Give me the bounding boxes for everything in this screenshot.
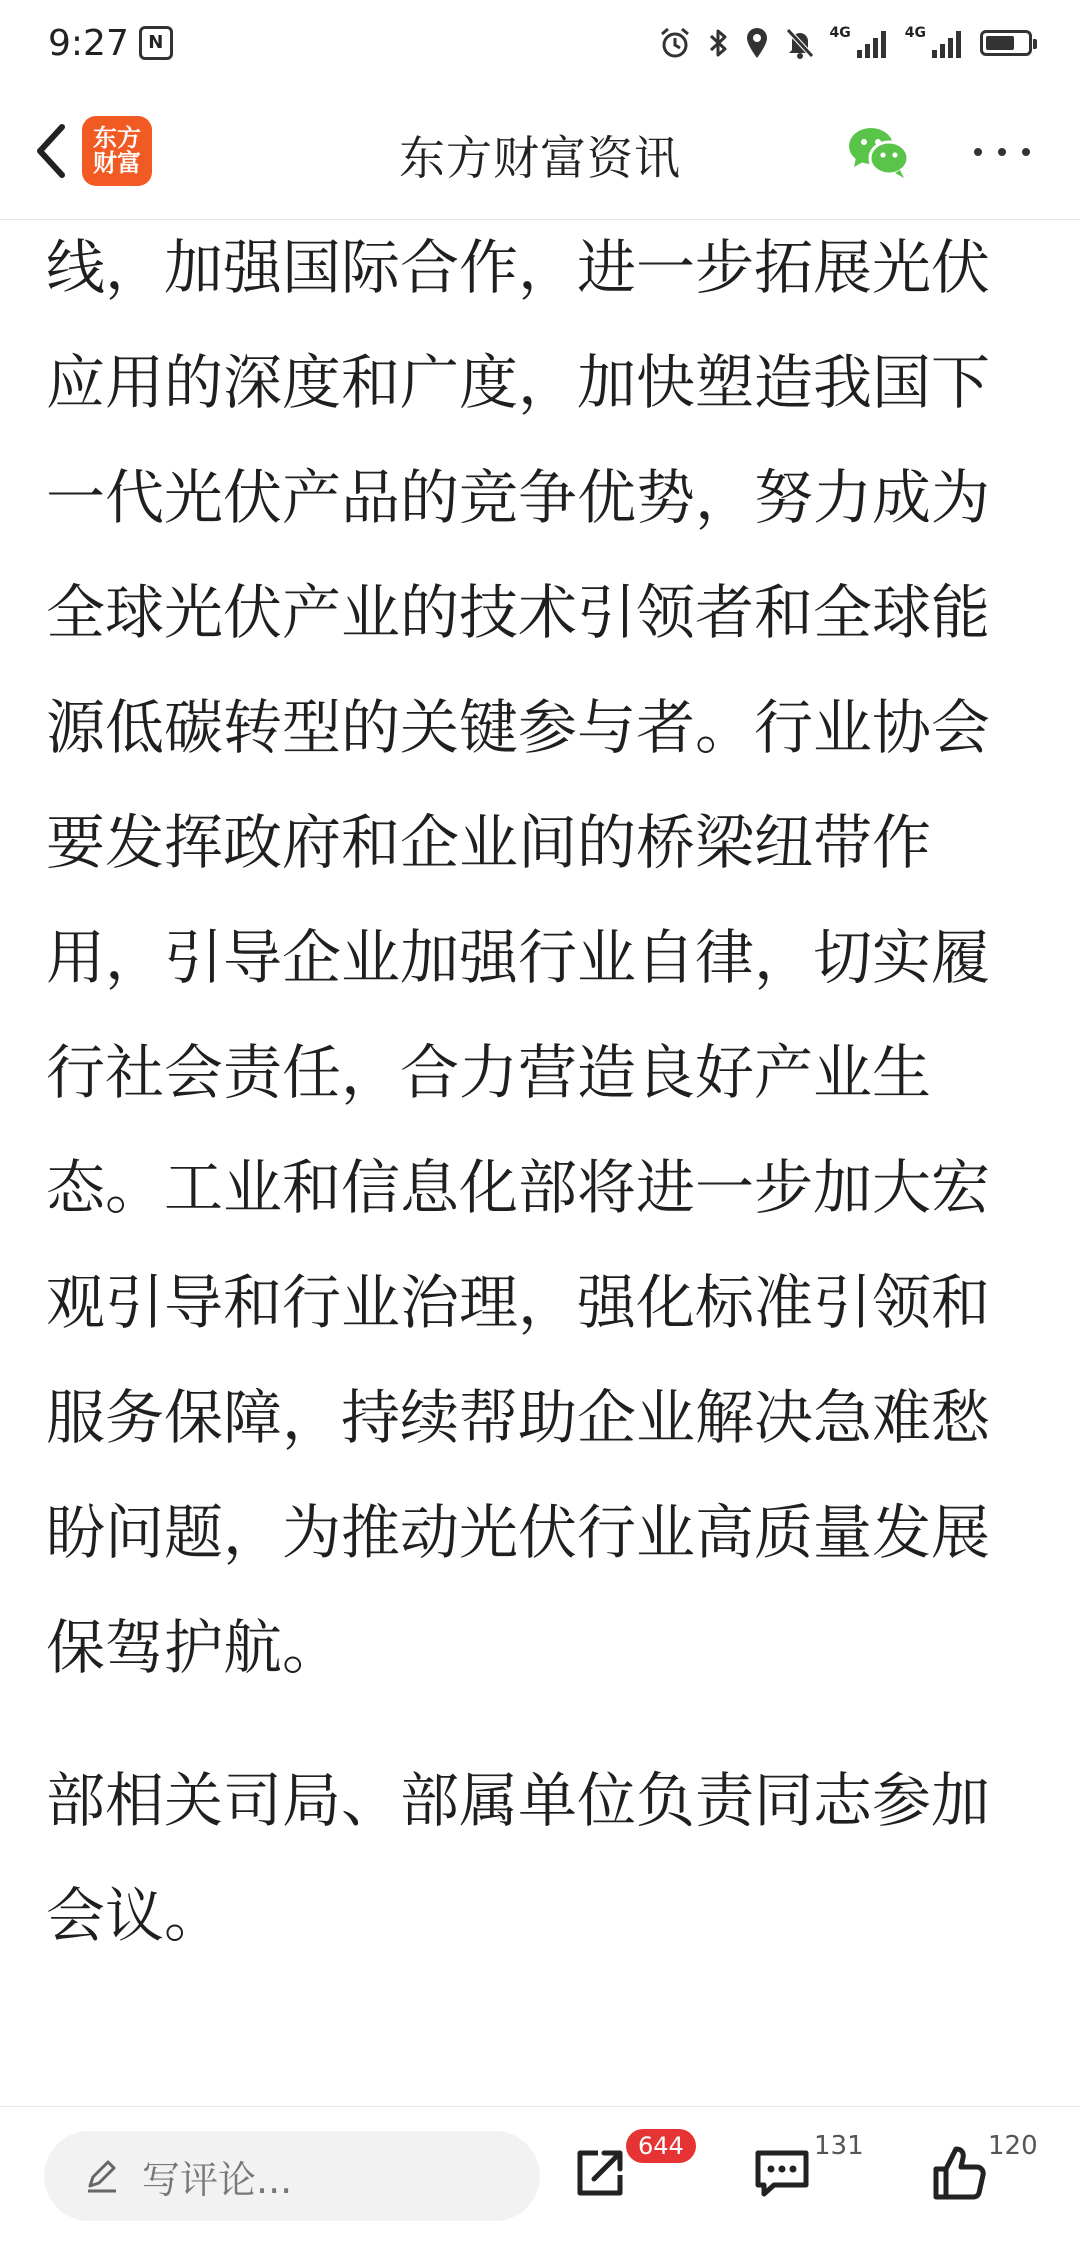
comment-count: 131 — [814, 2131, 864, 2161]
article-paragraph: 部相关司局、部属单位负责同志参加会议。 — [46, 1766, 991, 1950]
location-icon — [744, 26, 770, 60]
nfc-label: N — [148, 32, 164, 53]
status-left — [48, 23, 173, 64]
battery-icon — [980, 30, 1032, 56]
comment-input[interactable] — [44, 2131, 540, 2221]
comments-button[interactable] — [752, 2131, 864, 2207]
comment-bubble-icon — [752, 2143, 812, 2203]
share-icon — [570, 2143, 630, 2203]
like-button[interactable] — [930, 2131, 1038, 2207]
network-label-2: 4G — [904, 25, 926, 41]
article-paragraph: 线，加强国际合作，进一步拓展光伏应用的深度和广度，加快塑造我国下一代光伏产品的竞争优势，努力成为全球光伏产业的技术引领者和全球能源低碳转型的关键参与者。行业协会要发挥政府和企业间的桥梁纽带作用，引导企业加强行业自律，切实履行社会责任，合力营造良好产业生态。工业和信息化部将进一步加大宏观引导和行业治理，强化标准引领和服务保障，持续帮助企业解决急难愁盼问题，为推动光伏行业高质量发展保驾护航。 — [46, 233, 991, 1682]
nfc-icon — [139, 26, 173, 60]
wechat-share-button[interactable] — [846, 124, 912, 180]
like-count: 120 — [988, 2131, 1038, 2161]
more-dot — [974, 148, 982, 156]
pencil-icon — [84, 2158, 120, 2194]
page-title: 东方财富资讯 — [399, 131, 681, 185]
more-dot — [998, 148, 1006, 156]
more-dot — [1022, 148, 1030, 156]
mute-bell-icon — [784, 26, 816, 60]
signal-icon-2 — [930, 28, 966, 58]
more-button[interactable] — [974, 138, 1030, 166]
logo-line2: 财富 — [93, 149, 141, 177]
wechat-icon — [846, 124, 912, 180]
status-time: 9:27 — [48, 22, 129, 64]
alarm-icon — [658, 26, 692, 60]
bluetooth-icon — [706, 26, 730, 60]
status-right — [658, 26, 1032, 60]
bottom-action-bar — [0, 2106, 1080, 2244]
network-label-1: 4G — [829, 25, 851, 41]
app-header — [0, 86, 1080, 220]
signal-icon — [855, 28, 891, 58]
thumbs-up-icon — [930, 2143, 990, 2203]
logo-line1: 东方 — [93, 123, 141, 152]
battery-fill — [986, 36, 1014, 50]
share-button[interactable] — [570, 2132, 684, 2207]
status-bar — [0, 0, 1080, 86]
comment-placeholder: 写评论... — [142, 2157, 293, 2202]
share-count-badge: 644 — [626, 2129, 696, 2163]
article-body — [46, 210, 1036, 1973]
